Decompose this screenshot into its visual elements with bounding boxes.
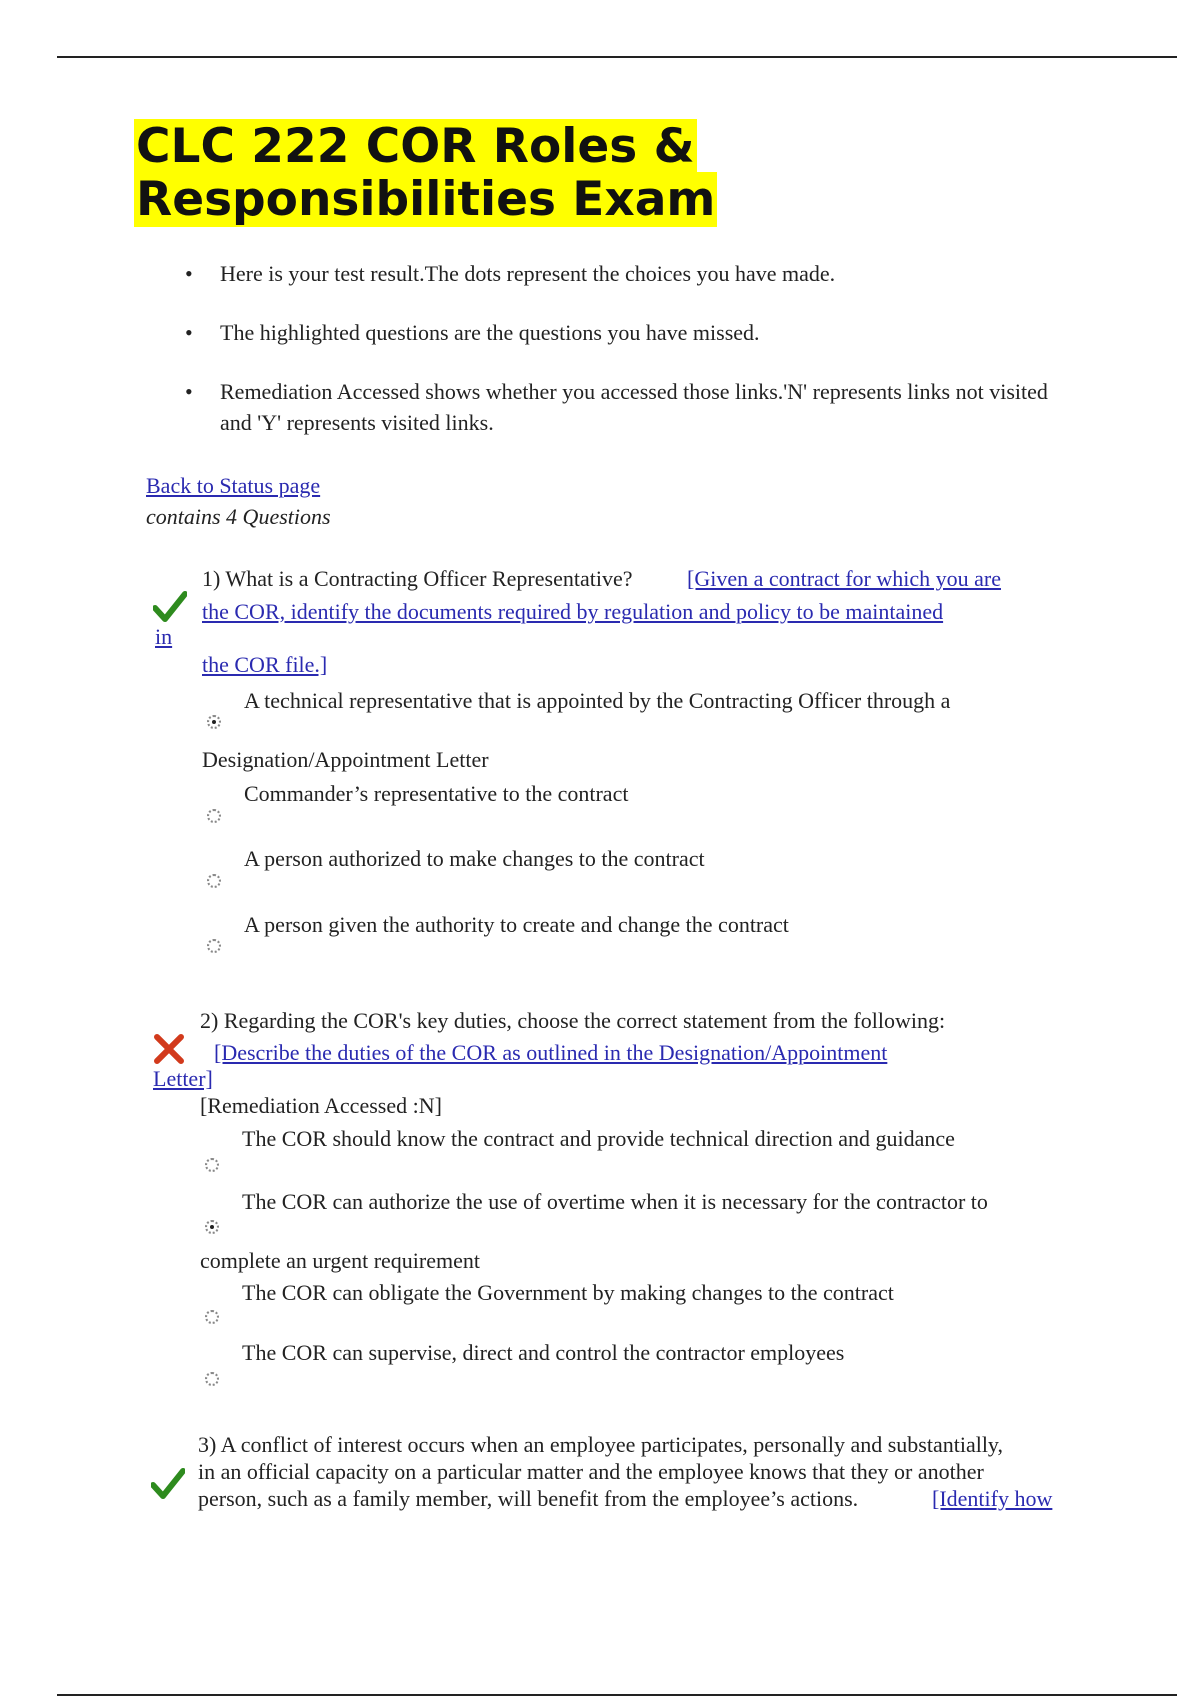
question-3-text: 3) A conflict of interest occurs when an employee participates, personally and substantially,: [198, 1432, 1003, 1457]
instructions-list: [185, 258, 1065, 466]
q1-option-3-radio[interactable]: [207, 874, 221, 888]
question-1-objective-link[interactable]: in: [155, 624, 173, 649]
q1-option-2-radio[interactable]: [207, 809, 221, 823]
instruction-item: • The highlighted questions are the questions you have missed.: [185, 317, 1065, 348]
question-2-objective-link[interactable]: Letter]: [153, 1066, 213, 1091]
instruction-item: • Remediation Accessed shows whether you accessed those links.'N' represents links not visited and 'Y' represents visited links.: [185, 376, 1065, 438]
q2-option-3-radio[interactable]: [205, 1310, 219, 1324]
question-3-objective-link[interactable]: [Identify how: [932, 1486, 1053, 1511]
q2-option-4-text: The COR can supervise, direct and control the contractor employees: [242, 1340, 845, 1365]
question-2-text: 2) Regarding the COR's key duties, choose the correct statement from the following:: [200, 1008, 946, 1033]
question-1-objective-link[interactable]: [Given a contract for which you are: [687, 566, 1001, 591]
q2-option-4-radio[interactable]: [205, 1372, 219, 1386]
q1-option-1-text: A technical representative that is appointed by the Contracting Officer through a: [244, 688, 951, 713]
back-to-status-link[interactable]: Back to Status page: [146, 473, 321, 498]
q1-option-1-radio[interactable]: [207, 715, 221, 729]
bottom-rule: [57, 1694, 1177, 1696]
q2-option-1-text: The COR should know the contract and provide technical direction and guidance: [242, 1126, 955, 1151]
q2-option-1-radio[interactable]: [205, 1158, 219, 1172]
q1-option-1-text: Designation/Appointment Letter: [202, 747, 489, 772]
top-rule: [57, 56, 1177, 58]
q2-option-3-text: The COR can obligate the Government by making changes to the contract: [242, 1280, 894, 1305]
question-3-text: person, such as a family member, will benefit from the employee’s actions.: [198, 1486, 859, 1511]
page-title: CLC 222 COR Roles & Responsibilities Exam: [136, 119, 716, 227]
q1-option-3-text: A person authorized to make changes to the contract: [244, 846, 705, 871]
incorrect-cross-icon: [153, 1034, 185, 1064]
question-1-objective-link[interactable]: the COR, identify the documents required by regulation and policy to be maintained: [202, 599, 944, 624]
correct-check-icon: [153, 591, 187, 623]
question-2-objective-link[interactable]: [Describe the duties of the COR as outlined in the Designation/Appointment: [214, 1040, 888, 1065]
q2-option-2-text: complete an urgent requirement: [200, 1248, 480, 1273]
correct-check-icon: [151, 1468, 185, 1500]
q1-option-2-text: Commander’s representative to the contract: [244, 781, 629, 806]
q1-option-4-text: A person given the authority to create and change the contract: [244, 912, 789, 937]
remediation-status: [Remediation Accessed :N]: [200, 1093, 442, 1118]
instruction-item: • Here is your test result.The dots represent the choices you have made.: [185, 258, 1065, 289]
question-count: contains 4 Questions: [146, 504, 331, 529]
question-1-objective-link[interactable]: the COR file.]: [202, 652, 328, 677]
q2-option-2-text: The COR can authorize the use of overtime when it is necessary for the contractor to: [242, 1189, 988, 1214]
question-1-text: 1) What is a Contracting Officer Representative?: [202, 566, 633, 591]
question-3-text: in an official capacity on a particular matter and the employee knows that they or another: [198, 1459, 984, 1484]
q2-option-2-radio[interactable]: [205, 1220, 219, 1234]
q1-option-4-radio[interactable]: [207, 939, 221, 953]
